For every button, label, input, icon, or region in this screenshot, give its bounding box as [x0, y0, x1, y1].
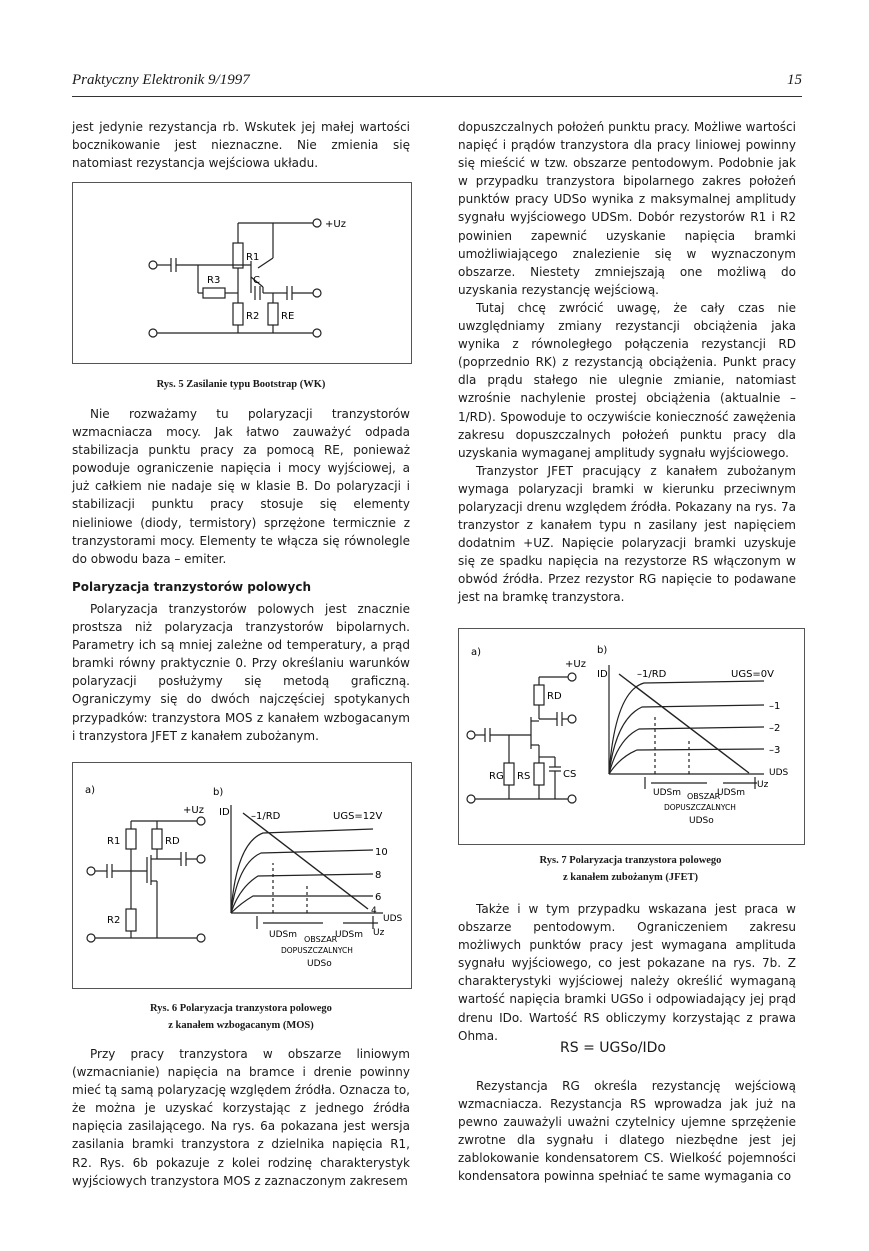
- figure-6-caption: [72, 1000, 410, 1034]
- region-label: OBSZAR: [304, 935, 338, 944]
- figure-5-caption: Rys. 5 Zasilanie typu Bootstrap (WK): [156, 379, 326, 390]
- page-number: 15: [787, 72, 802, 88]
- region-label: DOPUSZCZALNYCH: [281, 946, 353, 955]
- rd-label: RD: [165, 836, 180, 847]
- mos-bias-figure: [73, 763, 411, 988]
- curve-label: –1: [769, 701, 781, 712]
- r3-label: R3: [207, 275, 221, 286]
- jfet-bias-figure: [459, 629, 804, 844]
- r1-label: R1: [246, 252, 260, 263]
- udso-label: UDSo: [689, 816, 714, 826]
- load-line-label: –1/RD: [251, 811, 281, 822]
- uds-axis-label: UDS: [383, 914, 403, 924]
- left-col-bottom: [72, 1045, 410, 1190]
- paragraph: Nie rozważamy tu polaryzacji tranzystorów wzmacniacza mocy. Jak łatwo zauważyć odpada stabilizacja punktu pracy za pomocą RE, ponieważ powoduje ograniczenie napięcia i mocy wyjściowej, a już całkiem nie nadaje się w klasie B. Do polaryzacji i stabilizacji punktu pracy stosuje się elementy nieliniowe (diody, termistory) sprzężone termicznie z tranzystorami mocy. Elementy te włącza się równolegle do obwodu baza – emiter.: [72, 407, 410, 566]
- caption-line: Rys. 6 Polaryzacja tranzystora polowego: [150, 1003, 332, 1014]
- caption-line: Rys. 7 Polaryzacja tranzystora polowego: [539, 855, 722, 866]
- panel-a-label: a): [471, 647, 482, 658]
- region-label: OBSZAR: [687, 792, 721, 801]
- paragraph: Także i w tym przypadku wskazana jest praca w obszarze pentodowym. Ograniczeniem zakresu możliwych punktów pracy jest wymagana amplituda sygnału wyjściowego, co jest pokazane na rys. 7b. Z charakterystyki wyjściowej należy określić wymaganą wartość napięcia bramki UGSo i odpowiadający jej prąd drenu IDo. Wartość RS obliczymy korzystając z prawa Ohma.: [458, 902, 796, 1043]
- udso-label: UDSo: [307, 959, 332, 969]
- uds-axis-label: UDS: [769, 768, 789, 778]
- curve-label: –3: [769, 745, 781, 756]
- vcc-label: +Uz: [183, 805, 204, 816]
- curve-label-ugs: UGS=0V: [731, 669, 774, 680]
- paragraph: Rezystancja RG określa rezystancję wejściową wzmacniacza. Rezystancja RS wprowadza jak już na pewno zauważyli uważni czytelnicy ujemne sprzężenie zwrotne dla sygnału i dlatego niezbędne jest jej zablokowanie kondensatorem CS. Wielkość pojemności kondensatora powinna spełniać te same wymagania co: [458, 1079, 796, 1184]
- paragraph: jest jedynie rezystancja rb. Wskutek jej małej wartości bocznikowanie jest nieznaczne. Nie zmienia się natomiast rezystancja wejściowa układu.: [72, 120, 410, 171]
- journal-title: Praktyczny Elektronik 9/1997: [72, 72, 250, 88]
- rg-label: RG: [489, 771, 504, 782]
- bootstrap-schematic: [73, 183, 411, 363]
- equation: RS = UGSo/IDo: [560, 1040, 666, 1056]
- curve-label: 6: [375, 892, 382, 903]
- udsm-label-left: UDSm: [269, 930, 297, 940]
- section-heading: Polaryzacja tranzystorów polowych: [72, 579, 311, 594]
- udsm-label-left: UDSm: [653, 788, 681, 798]
- right-col-middle: [458, 900, 796, 1045]
- r2-label: R2: [246, 311, 260, 322]
- panel-b-label: b): [597, 645, 608, 656]
- header-rule: [72, 96, 802, 97]
- figure-7: [458, 628, 805, 845]
- curve-label: 4: [371, 906, 377, 916]
- load-line-label: –1/RD: [637, 669, 667, 680]
- curve-label: –2: [769, 723, 781, 734]
- curve-label: 8: [375, 870, 382, 881]
- r1-label: R1: [107, 836, 121, 847]
- figure-5: [72, 182, 412, 364]
- cs-label: CS: [563, 769, 577, 780]
- figure-6: [72, 762, 412, 989]
- panel-a-label: a): [85, 785, 96, 796]
- left-col-middle: [72, 405, 410, 745]
- paragraph: Polaryzacja tranzystorów polowych jest znacznie prostsza niż polaryzacja tranzystorów bipolarnych. Parametry ich są mniej zależne od temperatury, a prąd bramki równy praktycznie 0. Przy określaniu warunków polaryzacji posłużymy się metodą graficzną. Ograniczymy się do dwóch najczęściej spotykanych przypadków: tranzystora MOS z kanałem wzbogacanym i tranzystora JFET z kanałem zubożanym.: [72, 601, 410, 743]
- udsm-label-right: UDSm: [717, 788, 745, 798]
- caption-line: z kanałem zubożanym (JFET): [562, 872, 699, 883]
- left-col-top: [72, 118, 410, 172]
- uz-label: Uz: [757, 780, 769, 790]
- curve-label: 10: [375, 847, 388, 858]
- r2-label: R2: [107, 915, 121, 926]
- udsm-label-right: UDSm: [335, 930, 363, 940]
- vcc-label: +Uz: [325, 219, 346, 230]
- paragraph: Przy pracy tranzystora w obszarze liniowym (wzmacnianie) napięcia na bramce i drenie powinny mieć tą samą polaryzację względem źródła. Oznacza to, że można je uzyskać korzystając z jednego źródła napięcia zasilającego. Na rys. 6a pokazana jest wersja zasilania bramki tranzystora z dzielnika napięcia R1, R2. Rys. 6b pokazuje z kolei rodzinę charakterystyk wyjściowych tranzystora MOS z zaznaczonym zakresem: [72, 1047, 410, 1188]
- right-col-top: [458, 118, 796, 607]
- uz-label: Uz: [373, 928, 385, 938]
- curve-label-ugs: UGS=12V: [333, 811, 383, 822]
- id-axis-label: ID: [597, 669, 608, 680]
- paragraph: Tranzystor JFET pracujący z kanałem zubożanym wymaga polaryzacji bramki w kierunku przeciwnym polaryzacji drenu względem źródła. Pokazany na rys. 7a tranzystor z kanałem typu n zasilany jest napięciem dodatnim +UZ. Napięcie polaryzacji bramki uzyskuje się ze spadku napięcia na rezystorze RS włączonym w obwód źródła. Przez rezystor RG napięcie to podawane jest na bramkę tranzystora.: [458, 463, 796, 605]
- caption-line: z kanałem wzbogacanym (MOS): [168, 1020, 314, 1031]
- vcc-label: +Uz: [565, 659, 586, 670]
- re-label: RE: [281, 311, 295, 322]
- id-axis-label: ID: [219, 807, 230, 818]
- c-label: C: [253, 275, 260, 286]
- rs-label: RS: [517, 771, 531, 782]
- running-header: [72, 72, 802, 96]
- paragraph: dopuszczalnych położeń punktu pracy. Możliwe wartości napięć i prądów tranzystora dla pracy liniowej powinny się mieścić w tzw. obszarze pentodowym. Podobnie jak w przypadku tranzystora bipolarnego zakres położeń punktów pracy UDSo wynika z maksymalnej amplitudy sygnału wyjściowego UDSm. Dobór rezystorów R1 i R2 powinien zapewnić uzyskanie napięcia bramki umożliwiającego znalezienie się w wyznaczonym obszarze. Niestety zmniejszają one możliwą do uzyskania rezystancję wejściową.: [458, 120, 796, 297]
- panel-b-label: b): [213, 787, 224, 798]
- rd-label: RD: [547, 691, 562, 702]
- paragraph: Tutaj chcę zwrócić uwagę, że cały czas nie uwzględniamy zmiany rezystancji obciążenia jaka wynika z równoległego połączenia rezystancji RD (poprzednio RK) z rezystancją obciążenia. Punkt pracy dla prądu stałego nie ulegnie zmianie, natomiast wzrośnie nachylenie prostej obciążenia (aktualnie – 1/RD). Spowoduje to oczywiście konieczność zawężenia zakresu dopuszczalnych położeń punktu pracy dla uzyskania wymaganej amplitudy sygnału wyjściowego.: [458, 300, 796, 460]
- right-col-bottom: [458, 1077, 796, 1186]
- region-label: DOPUSZCZALNYCH: [664, 803, 736, 812]
- figure-7-caption: [458, 852, 803, 886]
